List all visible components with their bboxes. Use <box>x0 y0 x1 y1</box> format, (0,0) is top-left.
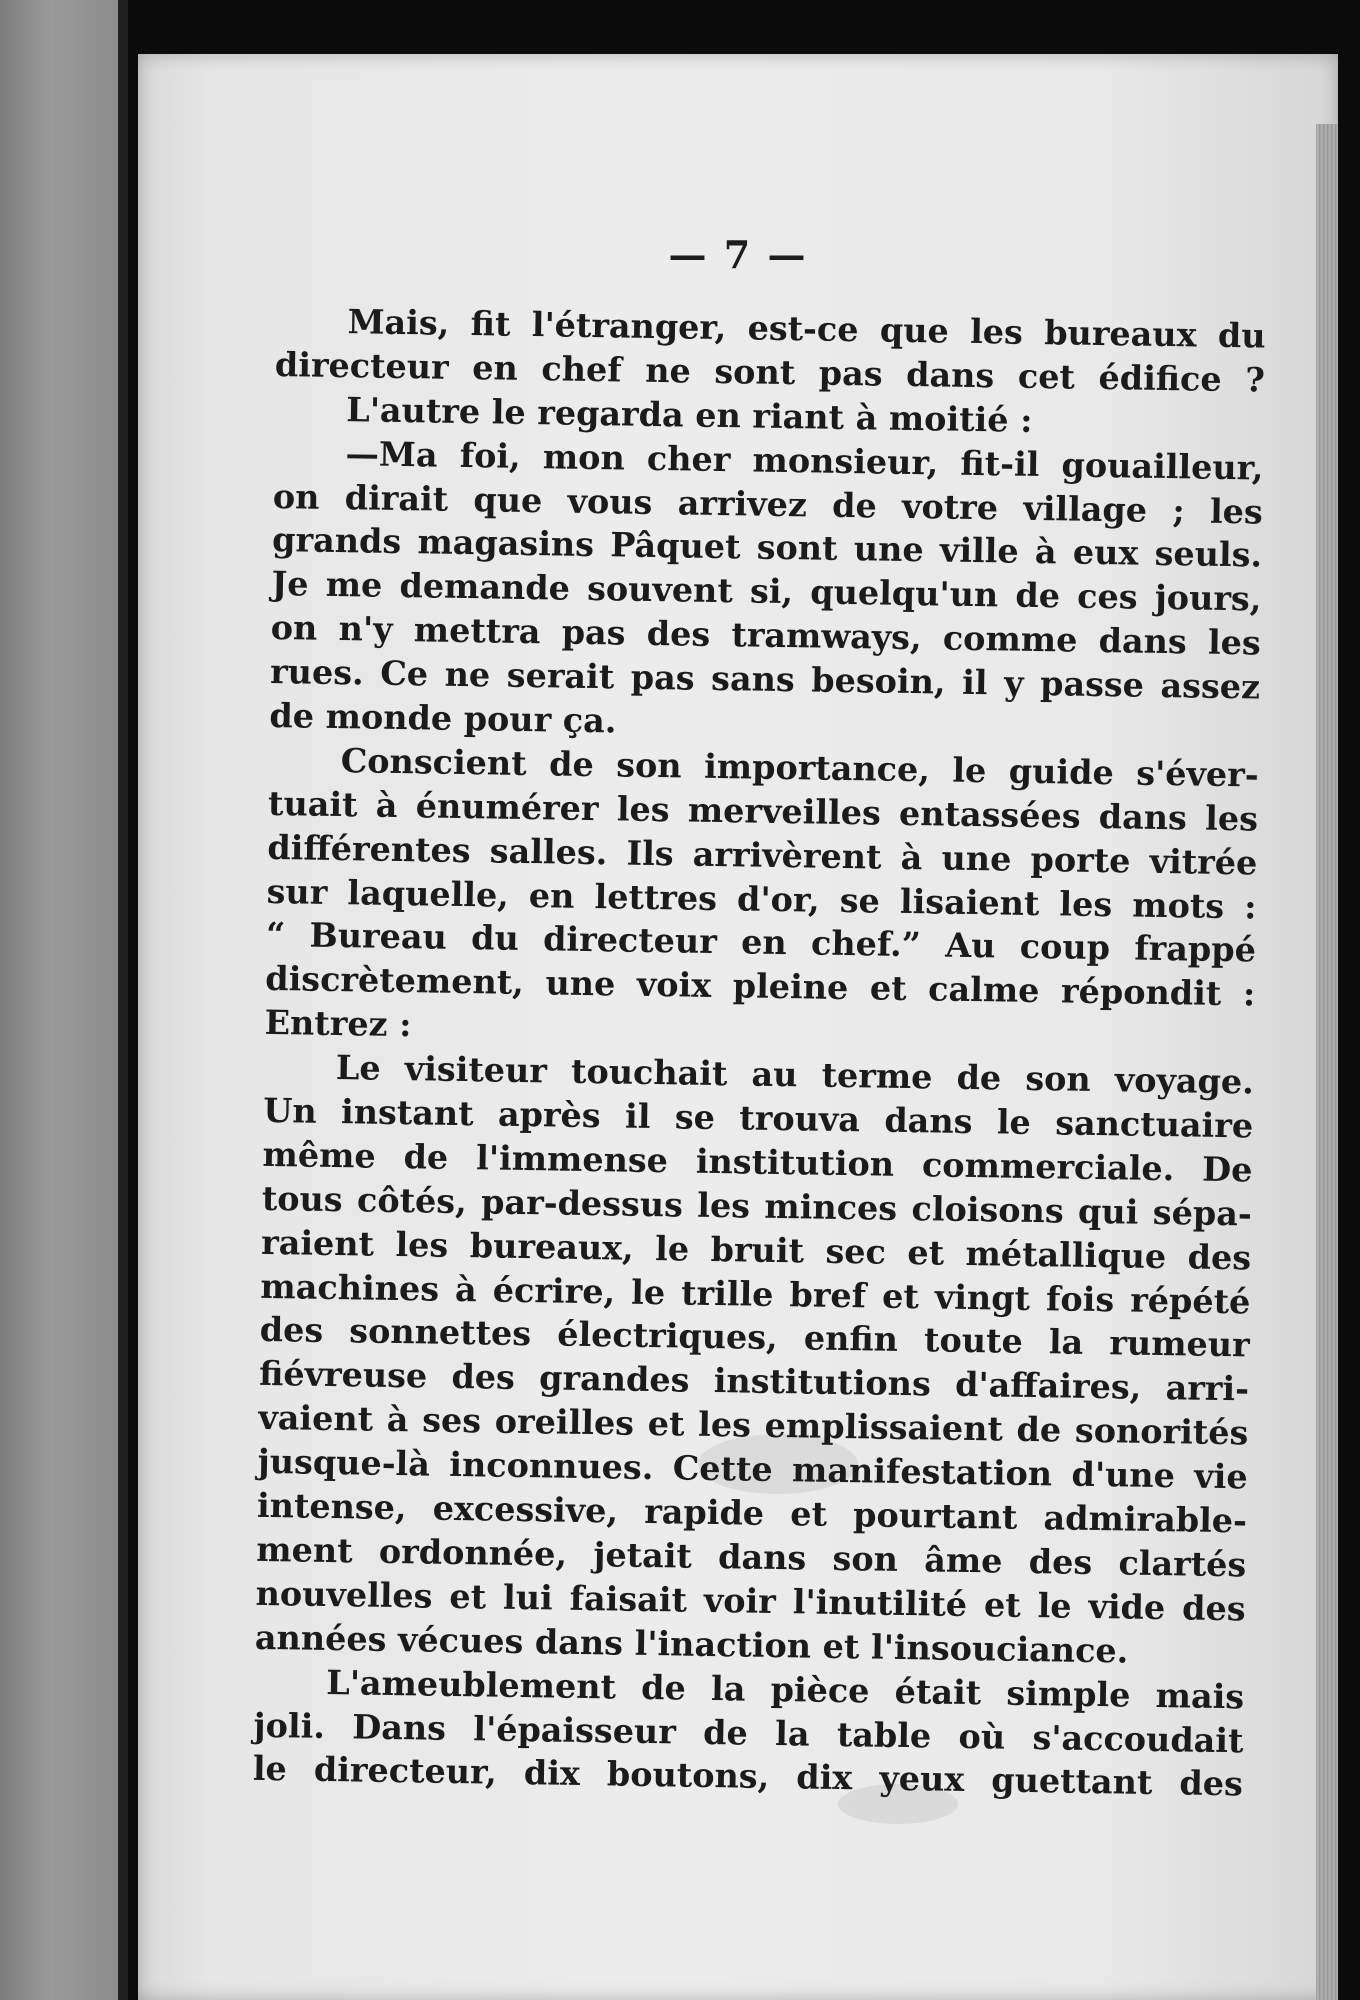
text-line: nouvelles et lui faisait voir l'inutilité et le vide des <box>255 1573 1246 1629</box>
book-page <box>138 54 1338 2000</box>
text-line: différentes salles. Ils arrivèrent à une porte vitrée <box>267 827 1258 883</box>
text-line: Mais, fit l'étranger, est-ce que les bureaux du <box>347 302 1266 356</box>
text-line: vaient à ses oreilles et les emplissaient de sonorités <box>258 1398 1249 1453</box>
text-line: grands magasins Pâquet sont une ville à eux seuls. <box>271 520 1263 575</box>
previous-page-edge <box>0 0 128 2000</box>
text-line: des sonnettes électriques, enfin toute la rumeur <box>259 1310 1250 1365</box>
text-line: “ Bureau du directeur en chef.” Au coup frappé <box>265 915 1257 970</box>
text-line: Un instant après il se trouva dans le sanctuaire <box>262 1090 1254 1146</box>
text-line: fiévreuse des grandes institutions d'affaires, arri- <box>258 1354 1250 1409</box>
body-text <box>253 299 1266 1807</box>
text-line: directeur en chef ne sont pas dans cet édifice ? <box>274 344 1266 400</box>
text-line: jusque-là inconnues. Cette manifestation d'une vie <box>257 1442 1248 1497</box>
text-line: joli. Dans l'épaisseur de la table où s'accoudait <box>253 1705 1244 1760</box>
page-fore-edge <box>1316 124 1338 2000</box>
text-line: même de l'immense institution commerciale. De <box>262 1134 1253 1190</box>
text-line: sur laquelle, en lettres d'or, se lisaient les mots : <box>266 871 1257 927</box>
text-line: L'ameublement de la pièce était simple mais <box>325 1662 1245 1716</box>
text-line: discrètement, une voix pleine et calme répondit : <box>265 959 1256 1014</box>
text-line: intense, excessive, rapide et pourtant admirable- <box>256 1485 1248 1541</box>
text-line: tuait à énumérer les merveilles entassées dans les <box>267 783 1259 839</box>
text-line: Je me demande souvent si, quelqu'un de ces jours, <box>271 564 1262 619</box>
text-line: rues. Ce ne serait pas sans besoin, il y passe assez <box>269 652 1261 707</box>
text-line: tous côtés, par-dessus les minces cloisons qui sépa- <box>261 1178 1253 1234</box>
text-line: L'autre le regarda en riant à moitié : <box>345 389 1033 440</box>
text-line: Le visiteur touchait au terme de son voyage. <box>335 1048 1255 1102</box>
text-line: on dirait que vous arrivez de votre village ; les <box>272 476 1264 532</box>
text-line: Entrez : <box>264 1003 412 1045</box>
text-line: de monde pour ça. <box>269 695 617 741</box>
text-line: le directeur, dix boutons, dix yeux guettant des <box>252 1749 1244 1804</box>
text-line: Conscient de son importance, le guide s'éver- <box>340 740 1259 795</box>
text-line: —Ma foi, mon cher monsieur, fit-il gouailleur, <box>345 433 1264 488</box>
text-line: on n'y mettra pas des tramways, comme dans les <box>270 608 1262 663</box>
text-line: machines à écrire, le trille bref et vingt fois répété <box>260 1266 1251 1322</box>
text-line: années vécues dans l'inaction et l'insouciance. <box>254 1617 1129 1671</box>
page-number: — 7 — <box>668 232 808 277</box>
text-line: raient les bureaux, le bruit sec et métallique des <box>260 1222 1252 1278</box>
text-line: ment ordonnée, jetait dans son âme des clartés <box>256 1529 1247 1585</box>
